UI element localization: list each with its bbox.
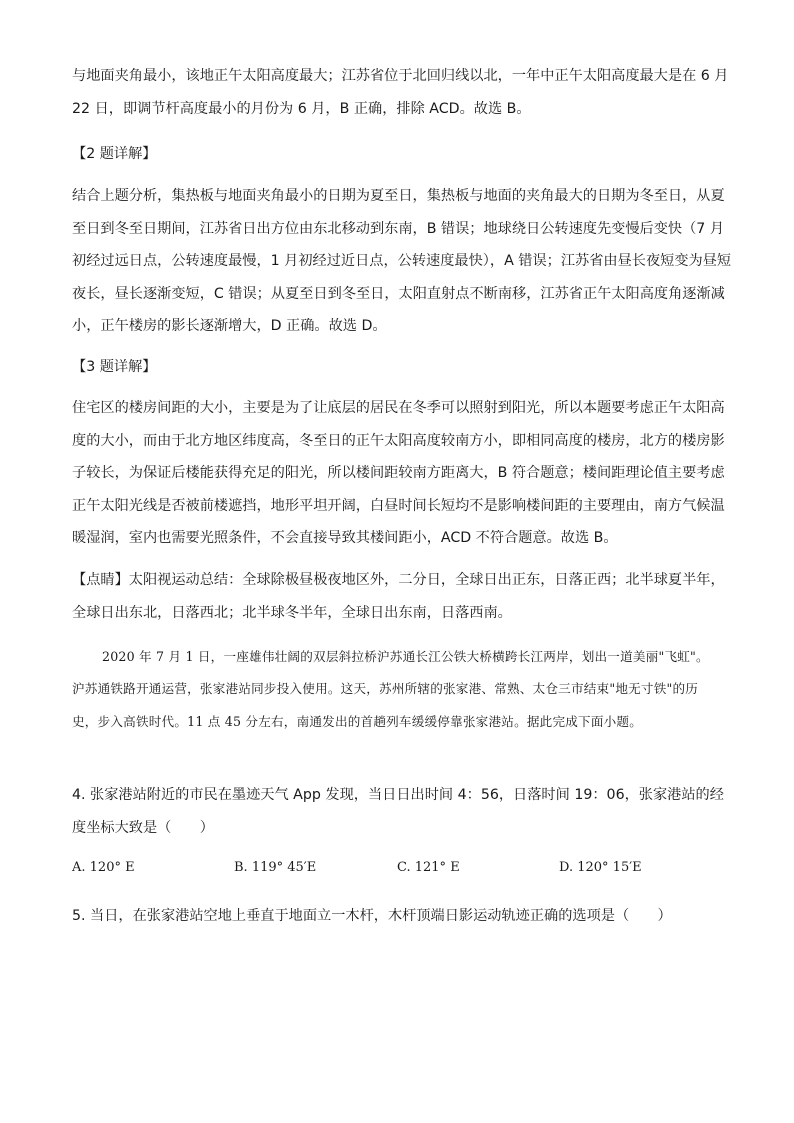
question-4-stem: 4. 张家港站附近的市民在墨迹天气 App 发现，当日日出时间 4：56，日落时间 19：06，张家港站的经度坐标大致是（ ）	[72, 787, 724, 836]
question-4-option-c: C. 121° E	[397, 860, 460, 875]
question-5-stem: 5. 当日，在张家港站空地上垂直于地面立一木杆，木杆顶端日影运动轨迹正确的选项是（ ）	[72, 908, 672, 924]
question-2-heading: 【2 题详解】	[72, 146, 157, 162]
answer-2-explanation: 结合上题分析，集热板与地面夹角最小的日期为夏至日，集热板与地面的夹角最大的日期为冬至日，从夏至日到冬至日期间，江苏省日出方位由东北移动到东南，B 错误；地球绕日公转速度先变慢后变快（7 月初经过远日点，公转速度最慢，1 月初经过近日点，公转速度最快），A 错误；江苏省由昼长夜短变为昼短夜长，昼长逐渐变短，C 错误；从夏至日到冬至日，太阳直射点不断南移，江苏省正午太阳高度角逐渐减小，正午楼房的影长逐渐增大，D 正确。故选 D。	[72, 188, 732, 335]
reading-passage: 2020 年 7 月 1 日，一座雄伟壮阔的双层斜拉桥沪苏通长江公铁大桥横跨长江两岸，划出一道美丽"飞虹"。沪苏通铁路开通运营，张家港站同步投入使用。这天，苏州所辖的张家港、常熟、太仓三市结束"地无寸铁"的历史，步入高铁时代。11 点 45 分左右，南通发出的首趟列车缓缓停靠张家港站。据此完成下面小题。	[72, 649, 709, 729]
question-4-option-a: A. 120° E	[72, 860, 135, 875]
question-4-option-d: D. 120° 15′E	[559, 860, 642, 875]
question-3-heading: 【3 题详解】	[72, 359, 157, 375]
answer-1-continuation: 与地面夹角最小，该地正午太阳高度最大；江苏省位于北回归线以北，一年中正午太阳高度最大是在 6 月 22 日，即调节杆高度最小的月份为 6 月，B 正确，排除 ACD。故选 B。	[72, 68, 729, 117]
key-point-summary: 【点睛】太阳视运动总结：全球除极昼极夜地区外，二分日，全球日出正东，日落正西；北半球夏半年，全球日出东北，日落西北；北半球冬半年，全球日出东南，日落西南。	[72, 572, 725, 621]
question-4-option-b: B. 119° 45′E	[234, 860, 317, 875]
answer-3-explanation: 住宅区的楼房间距的大小，主要是为了让底层的居民在冬季可以照射到阳光，所以本题要考虑正午太阳高度的大小，而由于北方地区纬度高，冬至日的正午太阳高度较南方小，即相同高度的楼房，北方的楼房影子较长，为保证后楼能获得充足的阳光，所以楼间距较南方距离大，B 符合题意；楼间距理论值主要考虑正午太阳光线是否被前楼遮挡，地形平坦开阔，白昼时间长短均不是影响楼间距的主要理由，南方气候温暖湿润，室内也需要光照条件，不会直接导致其楼间距小，ACD 不符合题意。故选 B。	[72, 400, 725, 547]
